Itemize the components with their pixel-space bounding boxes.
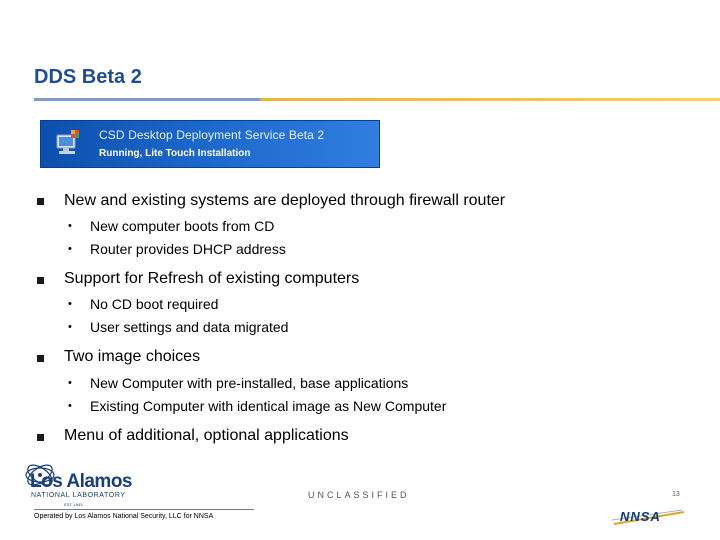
slide-title: DDS Beta 2 <box>34 66 142 88</box>
sub-bullet-text: Router provides DHCP address <box>90 241 286 257</box>
sub-bullet-text: Existing Computer with identical image as New Computer <box>90 398 447 414</box>
operated-by-text: Operated by Los Alamos National Security, LLC for NNSA <box>34 513 214 520</box>
bullet-marker <box>37 434 44 441</box>
bullet-marker <box>37 355 44 362</box>
banner-status: Running, Lite Touch Installation <box>99 148 251 159</box>
sub-bullet-marker: • <box>68 400 72 412</box>
banner-title: CSD Desktop Deployment Service Beta 2 <box>99 128 325 142</box>
sub-bullet-marker: • <box>68 298 72 310</box>
bullet-marker <box>37 198 44 205</box>
logo-name: Los Alamos <box>30 471 132 492</box>
sub-bullet-text: New computer boots from CD <box>90 218 275 234</box>
sub-bullet-text: New Computer with pre-installed, base applications <box>90 375 409 391</box>
sub-bullet-marker: • <box>68 243 72 255</box>
logo-est: EST. 1943 <box>64 502 83 507</box>
sub-bullet-text: User settings and data migrated <box>90 319 289 335</box>
logo-subtitle: NATIONAL LABORATORY <box>31 492 126 499</box>
sub-bullet-marker: • <box>68 377 72 389</box>
classification-label: UNCLASSIFIED <box>308 490 410 500</box>
nnsa-logo-text: NNSA <box>620 509 661 524</box>
bullet-marker <box>37 277 44 284</box>
bullet-text: Support for Refresh of existing computers <box>64 270 360 287</box>
bullet-text: Menu of additional, optional applications <box>64 427 349 444</box>
sub-bullet-marker: • <box>68 321 72 333</box>
computer-setup-icon <box>53 129 81 159</box>
sub-bullet-text: No CD boot required <box>90 296 219 312</box>
deployment-banner <box>40 120 380 168</box>
title-divider <box>34 98 720 101</box>
footer-divider <box>34 509 254 510</box>
page-number: 13 <box>672 491 680 498</box>
sub-bullet-marker: • <box>68 220 72 232</box>
bullet-text: Two image choices <box>64 348 201 365</box>
bullet-text: New and existing systems are deployed through firewall router <box>64 192 506 209</box>
